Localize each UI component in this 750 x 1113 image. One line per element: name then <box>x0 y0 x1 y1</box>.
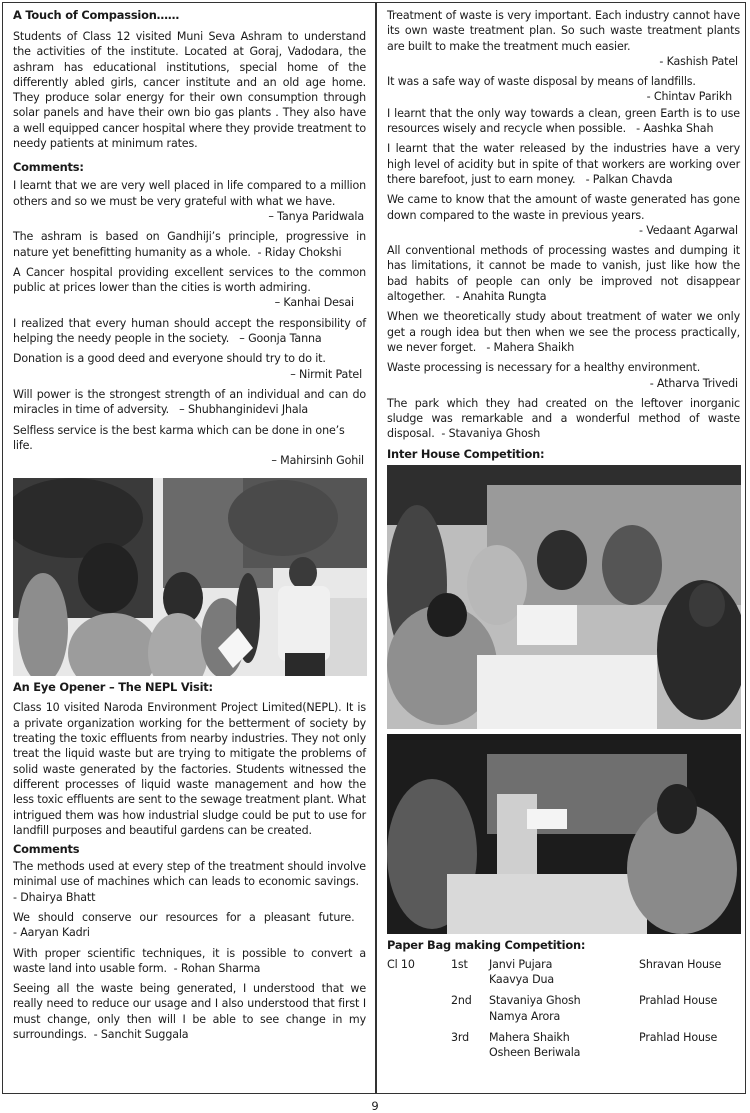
column-divider <box>375 2 377 1094</box>
comment-author: – Nirmit Patel <box>290 367 362 381</box>
inter-house-photo-1 <box>387 465 741 729</box>
names: Mahera Shaikh Osheen Beriwala <box>489 1030 581 1060</box>
comment: Seeing all the waste being generated, I understood that we really need to reduce our usage and I also understood that first I must change, only then will I be able to see change in my surroundings. - Sanchit Suggala <box>13 982 366 1042</box>
comment-author: - Anahita Rungta <box>455 290 547 304</box>
comment-author: - Kashish Patel <box>659 54 738 68</box>
comment-author: - Palkan Chavda <box>585 172 673 186</box>
comment: A Cancer hospital providing excellent services to the common public at prices lower than the cities is worth admiring. – Kanhai Desai <box>13 265 366 310</box>
nepl-title: An Eye Opener – The NEPL Visit: <box>13 680 213 695</box>
comment-author: - Stavaniya Ghosh <box>441 427 541 441</box>
comment-author: – Mahirsinh Gohil <box>271 454 364 468</box>
comment: The ashram is based on Gandhiji’s principle, progressive in nature yet benefitting humanity as a whole. - Riday Chokshi <box>13 230 366 259</box>
table-row <box>387 1030 721 1067</box>
paper-bag-results-table <box>387 957 721 1067</box>
house: Prahlad House <box>639 994 718 1008</box>
comment: We came to know that the amount of waste generated has gone down compared to the waste in previous years. - Vedaant Agarwal <box>387 193 740 237</box>
comment-author: - Riday Chokshi <box>257 245 342 259</box>
inter-house-photo-2 <box>387 734 741 934</box>
comment: Will power is the strongest strength of an individual and can do miracles in time of adversity. – Shubhanginidevi Jhala <box>13 387 366 417</box>
right-column <box>387 8 740 1067</box>
place: 3rd <box>451 1030 470 1044</box>
left-column <box>13 8 366 1047</box>
comment-author: – Tanya Paridwala <box>268 209 364 223</box>
comment: The park which they had created on the leftover inorganic sludge was remarkable and a wonderful method of waste disposal. - Stavaniya Ghosh <box>387 396 740 441</box>
comment: All conventional methods of processing wastes and dumping it has limitations, it cannot be made to vanish, just like how the bad habits of people can only be improved not disappear altogether. - Anahita Rungta <box>387 244 740 304</box>
compassion-title: A Touch of Compassion…… <box>13 8 180 22</box>
comment: It was a safe way of waste disposal by means of landfills. - Chintav Parikh <box>387 74 740 105</box>
comment-author: - Dhairya Bhatt <box>13 890 96 904</box>
comment-author: - Rohan Sharma <box>173 961 261 975</box>
place: 2nd <box>451 994 472 1008</box>
comment: I learnt that the water released by the industries have a very high level of acidity but in spite of that workers are working over there barefoot, just to earn money. - Palkan Chavda <box>387 142 740 186</box>
names: Stavaniya Ghosh Namya Arora <box>489 994 581 1023</box>
comment-author: - Aashka Shah <box>636 122 714 136</box>
paper-bag-title: Paper Bag making Competition: <box>387 937 586 952</box>
comment: Waste processing is necessary for a healthy environment. - Atharva Trivedi <box>387 361 738 390</box>
names: Janvi Pujara Kaavya Dua <box>489 957 555 987</box>
compassion-body: Students of Class 12 visited Muni Seva Ashram to understand the activities of the institute. Located at Goraj, Vadodara, the ashram has educational institutions, special home of the differently abled girls, cancer institute and an old age home. They produce solar energy for their own consumption through solar panels and have their own bio gas plants . They also have a well equipped cancer hospital where they provide treatment to needy patients at minimum rates. <box>13 30 366 151</box>
compassion-comments-heading: Comments: <box>13 160 84 175</box>
comment: We should conserve our resources for a pleasant future. - Aaryan Kadri <box>13 910 355 940</box>
comment-author: – Shubhanginidevi Jhala <box>179 403 309 417</box>
comment-author: – Kanhai Desai <box>274 296 354 310</box>
nepl-body: Class 10 visited Naroda Environment Project Limited(NEPL). It is a private organization working for the betterment of society by treating the toxic effluents from nearby industries. They not only treat the liquid waste but are trying to mitigate the problems of solid waste generated by the factories. Students witnessed the different processes of liquid waste management and how the less toxic effluents are sent to the sewage treatment plant. What intrigued them was how industrial sludge could be put to use for landfill purposes and beautiful gardens can be created. <box>13 701 366 837</box>
page-number: 9 <box>371 1099 379 1113</box>
comment: The methods used at every step of the treatment should involve minimal use of machines which can leads to economic savings. - Dhairya Bhatt <box>13 860 366 904</box>
nepl-comments-heading: Comments <box>13 842 80 857</box>
comment-author: - Chintav Parikh <box>646 90 732 104</box>
comment: I learnt that the only way towards a clean, green Earth is to use resources wisely and recycle when possible. - Aashka Shah <box>387 106 740 136</box>
table-row <box>387 957 721 994</box>
comment: Selfless service is the best karma which can be done in one’s life. – Mahirsinh Gohil <box>13 423 364 468</box>
place: 1st <box>451 957 468 971</box>
table-row <box>387 993 721 1030</box>
comment: Treatment of waste is very important. Each industry cannot have its own waste treatment plan. So such waste treatment plants are built to make the treatment much easier. - Kashish Patel <box>387 9 740 68</box>
house: Prahlad House <box>639 1030 718 1044</box>
comment: When we theoretically study about treatment of water we only get a rough idea but then when we see the process practically, we never forget. - Mahera Shaikh <box>387 310 740 354</box>
comment: I learnt that we are very well placed in life compared to a million others and so we must be very grateful with what we have. – Tanya Paridwala <box>13 179 366 223</box>
comment-author: - Sanchit Suggala <box>93 1028 189 1042</box>
comment-author: - Atharva Trivedi <box>649 376 738 390</box>
comment: With proper scientific techniques, it is possible to convert a waste land into usable form. - Rohan Sharma <box>13 946 366 975</box>
house: Shravan House <box>639 957 722 971</box>
comment-author: - Vedaant Agarwal <box>638 223 738 237</box>
comment-author: - Mahera Shaikh <box>486 340 575 354</box>
comment-author: – Goonja Tanna <box>239 332 322 346</box>
comment-author: - Aaryan Kadri <box>13 926 90 940</box>
comment: Donation is a good deed and everyone should try to do it. – Nirmit Patel <box>13 351 366 382</box>
comment: I realized that every human should accept the responsibility of helping the needy people in the society. – Goonja Tanna <box>13 316 366 346</box>
ashram-visit-photo <box>13 478 367 676</box>
inter-house-title: Inter House Competition: <box>387 446 545 461</box>
class-label: Cl 10 <box>387 957 415 971</box>
